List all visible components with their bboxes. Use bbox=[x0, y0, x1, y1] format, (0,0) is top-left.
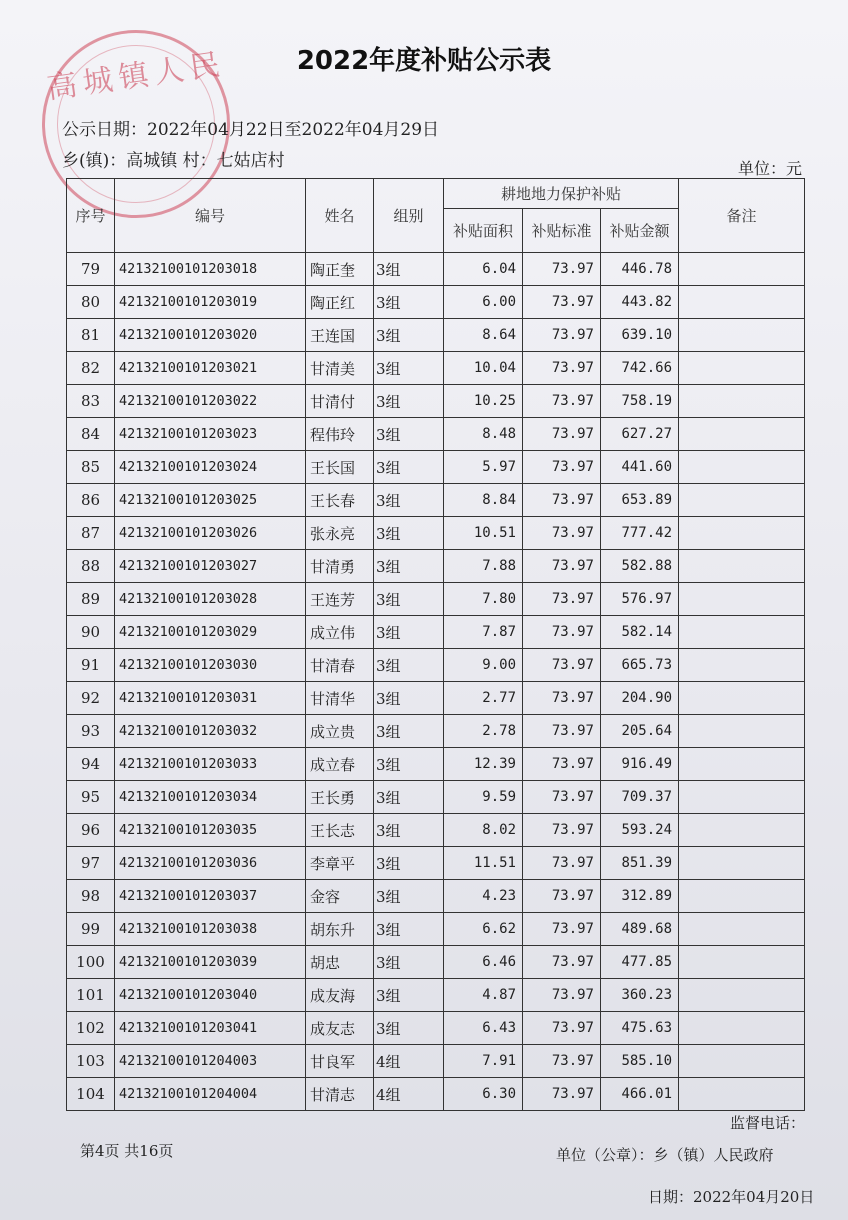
table-row bbox=[67, 781, 805, 814]
cell-name: 成立春 bbox=[306, 748, 374, 781]
cell-name: 王连国 bbox=[306, 319, 374, 352]
table-row bbox=[67, 913, 805, 946]
cell-seq: 86 bbox=[67, 484, 115, 517]
cell-group: 3组 bbox=[374, 517, 444, 550]
cell-note bbox=[679, 1012, 805, 1045]
cell-code: 42132100101203038 bbox=[115, 913, 306, 946]
cell-amount: 582.14 bbox=[601, 616, 679, 649]
cell-seq: 87 bbox=[67, 517, 115, 550]
cell-note bbox=[679, 616, 805, 649]
cell-group: 3组 bbox=[374, 682, 444, 715]
cell-note bbox=[679, 352, 805, 385]
cell-group: 3组 bbox=[374, 352, 444, 385]
table-row bbox=[67, 451, 805, 484]
cell-area: 10.25 bbox=[444, 385, 523, 418]
cell-amount: 777.42 bbox=[601, 517, 679, 550]
header-seq: 序号 bbox=[67, 179, 115, 253]
table-row bbox=[67, 649, 805, 682]
cell-name: 成友海 bbox=[306, 979, 374, 1012]
cell-group: 3组 bbox=[374, 880, 444, 913]
cell-note bbox=[679, 418, 805, 451]
cell-group: 3组 bbox=[374, 814, 444, 847]
table-row bbox=[67, 1078, 805, 1111]
cell-group: 3组 bbox=[374, 1012, 444, 1045]
cell-name: 王长勇 bbox=[306, 781, 374, 814]
table-row bbox=[67, 286, 805, 319]
cell-code: 42132100101204004 bbox=[115, 1078, 306, 1111]
header-subsidy-group: 耕地地力保护补贴 bbox=[444, 179, 679, 209]
cell-seq: 102 bbox=[67, 1012, 115, 1045]
cell-standard: 73.97 bbox=[523, 1078, 601, 1111]
table-row bbox=[67, 517, 805, 550]
cell-area: 9.00 bbox=[444, 649, 523, 682]
subsidy-table-wrapper bbox=[66, 178, 804, 1111]
cell-seq: 88 bbox=[67, 550, 115, 583]
cell-group: 3组 bbox=[374, 451, 444, 484]
cell-amount: 582.88 bbox=[601, 550, 679, 583]
table-row bbox=[67, 550, 805, 583]
cell-amount: 709.37 bbox=[601, 781, 679, 814]
cell-name: 成立贵 bbox=[306, 715, 374, 748]
cell-standard: 73.97 bbox=[523, 913, 601, 946]
table-row bbox=[67, 715, 805, 748]
cell-area: 2.77 bbox=[444, 682, 523, 715]
table-row bbox=[67, 880, 805, 913]
cell-amount: 312.89 bbox=[601, 880, 679, 913]
cell-seq: 82 bbox=[67, 352, 115, 385]
cell-note bbox=[679, 253, 805, 286]
cell-group: 3组 bbox=[374, 946, 444, 979]
cell-code: 42132100101203018 bbox=[115, 253, 306, 286]
cell-note bbox=[679, 517, 805, 550]
cell-seq: 89 bbox=[67, 583, 115, 616]
issuing-organization: 单位（公章）：乡（镇）人民政府 bbox=[556, 1146, 774, 1164]
cell-group: 3组 bbox=[374, 616, 444, 649]
supervision-phone: 监督电话： bbox=[730, 1114, 806, 1132]
cell-seq: 80 bbox=[67, 286, 115, 319]
cell-note bbox=[679, 814, 805, 847]
cell-area: 8.84 bbox=[444, 484, 523, 517]
cell-amount: 665.73 bbox=[601, 649, 679, 682]
cell-seq: 98 bbox=[67, 880, 115, 913]
cell-note bbox=[679, 451, 805, 484]
cell-amount: 446.78 bbox=[601, 253, 679, 286]
cell-amount: 585.10 bbox=[601, 1045, 679, 1078]
cell-seq: 100 bbox=[67, 946, 115, 979]
table-row bbox=[67, 946, 805, 979]
header-area: 补贴面积 bbox=[444, 209, 523, 253]
cell-group: 3组 bbox=[374, 781, 444, 814]
cell-note bbox=[679, 550, 805, 583]
table-row bbox=[67, 583, 805, 616]
cell-area: 7.91 bbox=[444, 1045, 523, 1078]
cell-code: 42132100101203037 bbox=[115, 880, 306, 913]
cell-area: 5.97 bbox=[444, 451, 523, 484]
cell-area: 6.43 bbox=[444, 1012, 523, 1045]
cell-standard: 73.97 bbox=[523, 319, 601, 352]
cell-standard: 73.97 bbox=[523, 814, 601, 847]
cell-name: 甘良军 bbox=[306, 1045, 374, 1078]
cell-name: 陶正奎 bbox=[306, 253, 374, 286]
cell-note bbox=[679, 583, 805, 616]
cell-note bbox=[679, 847, 805, 880]
cell-note bbox=[679, 385, 805, 418]
cell-amount: 360.23 bbox=[601, 979, 679, 1012]
cell-seq: 79 bbox=[67, 253, 115, 286]
cell-standard: 73.97 bbox=[523, 847, 601, 880]
table-row bbox=[67, 1012, 805, 1045]
subsidy-table bbox=[66, 178, 805, 1111]
cell-code: 42132100101203028 bbox=[115, 583, 306, 616]
cell-note bbox=[679, 781, 805, 814]
cell-area: 6.46 bbox=[444, 946, 523, 979]
cell-area: 2.78 bbox=[444, 715, 523, 748]
cell-amount: 576.97 bbox=[601, 583, 679, 616]
cell-seq: 96 bbox=[67, 814, 115, 847]
cell-seq: 103 bbox=[67, 1045, 115, 1078]
cell-name: 甘清志 bbox=[306, 1078, 374, 1111]
header-note: 备注 bbox=[679, 179, 805, 253]
cell-standard: 73.97 bbox=[523, 616, 601, 649]
cell-note bbox=[679, 715, 805, 748]
cell-name: 成立伟 bbox=[306, 616, 374, 649]
cell-note bbox=[679, 748, 805, 781]
cell-code: 42132100101203027 bbox=[115, 550, 306, 583]
table-row bbox=[67, 484, 805, 517]
cell-amount: 443.82 bbox=[601, 286, 679, 319]
cell-area: 8.48 bbox=[444, 418, 523, 451]
cell-area: 4.23 bbox=[444, 880, 523, 913]
cell-standard: 73.97 bbox=[523, 649, 601, 682]
cell-note bbox=[679, 286, 805, 319]
cell-standard: 73.97 bbox=[523, 715, 601, 748]
cell-code: 42132100101203041 bbox=[115, 1012, 306, 1045]
cell-group: 3组 bbox=[374, 385, 444, 418]
cell-standard: 73.97 bbox=[523, 748, 601, 781]
cell-code: 42132100101203033 bbox=[115, 748, 306, 781]
cell-name: 王长春 bbox=[306, 484, 374, 517]
cell-standard: 73.97 bbox=[523, 583, 601, 616]
cell-amount: 441.60 bbox=[601, 451, 679, 484]
cell-code: 42132100101203039 bbox=[115, 946, 306, 979]
cell-amount: 466.01 bbox=[601, 1078, 679, 1111]
cell-group: 4组 bbox=[374, 1078, 444, 1111]
cell-area: 10.04 bbox=[444, 352, 523, 385]
cell-standard: 73.97 bbox=[523, 682, 601, 715]
cell-seq: 101 bbox=[67, 979, 115, 1012]
cell-amount: 475.63 bbox=[601, 1012, 679, 1045]
cell-standard: 73.97 bbox=[523, 517, 601, 550]
cell-seq: 90 bbox=[67, 616, 115, 649]
publicity-period: 公示日期：2022年04月22日至2022年04月29日 bbox=[62, 120, 440, 140]
cell-code: 42132100101203030 bbox=[115, 649, 306, 682]
cell-seq: 92 bbox=[67, 682, 115, 715]
cell-code: 42132100101203022 bbox=[115, 385, 306, 418]
cell-name: 甘清华 bbox=[306, 682, 374, 715]
cell-code: 42132100101203035 bbox=[115, 814, 306, 847]
unit-label: 单位：元 bbox=[738, 159, 803, 178]
table-row bbox=[67, 418, 805, 451]
cell-standard: 73.97 bbox=[523, 352, 601, 385]
cell-group: 3组 bbox=[374, 583, 444, 616]
cell-amount: 742.66 bbox=[601, 352, 679, 385]
cell-group: 3组 bbox=[374, 286, 444, 319]
cell-area: 7.87 bbox=[444, 616, 523, 649]
cell-seq: 84 bbox=[67, 418, 115, 451]
cell-code: 42132100101203040 bbox=[115, 979, 306, 1012]
header-name: 姓名 bbox=[306, 179, 374, 253]
cell-code: 42132100101204003 bbox=[115, 1045, 306, 1078]
cell-area: 7.80 bbox=[444, 583, 523, 616]
cell-code: 42132100101203024 bbox=[115, 451, 306, 484]
cell-name: 金容 bbox=[306, 880, 374, 913]
cell-code: 42132100101203020 bbox=[115, 319, 306, 352]
cell-name: 王连芳 bbox=[306, 583, 374, 616]
cell-area: 9.59 bbox=[444, 781, 523, 814]
cell-area: 11.51 bbox=[444, 847, 523, 880]
cell-group: 3组 bbox=[374, 649, 444, 682]
cell-code: 42132100101203023 bbox=[115, 418, 306, 451]
cell-group: 3组 bbox=[374, 715, 444, 748]
page-info: 第4页 共16页 bbox=[80, 1142, 174, 1160]
cell-code: 42132100101203032 bbox=[115, 715, 306, 748]
cell-seq: 95 bbox=[67, 781, 115, 814]
cell-area: 12.39 bbox=[444, 748, 523, 781]
cell-code: 42132100101203026 bbox=[115, 517, 306, 550]
table-row bbox=[67, 616, 805, 649]
cell-note bbox=[679, 319, 805, 352]
cell-amount: 204.90 bbox=[601, 682, 679, 715]
cell-standard: 73.97 bbox=[523, 253, 601, 286]
cell-name: 甘清春 bbox=[306, 649, 374, 682]
cell-name: 王长志 bbox=[306, 814, 374, 847]
cell-group: 3组 bbox=[374, 319, 444, 352]
cell-amount: 653.89 bbox=[601, 484, 679, 517]
cell-amount: 489.68 bbox=[601, 913, 679, 946]
cell-amount: 593.24 bbox=[601, 814, 679, 847]
cell-amount: 205.64 bbox=[601, 715, 679, 748]
cell-note bbox=[679, 682, 805, 715]
cell-name: 甘清付 bbox=[306, 385, 374, 418]
cell-area: 8.64 bbox=[444, 319, 523, 352]
cell-seq: 99 bbox=[67, 913, 115, 946]
cell-note bbox=[679, 1078, 805, 1111]
table-row bbox=[67, 385, 805, 418]
location-line: 乡(镇)：高城镇 村：七姑店村 bbox=[62, 151, 285, 171]
header-code: 编号 bbox=[115, 179, 306, 253]
cell-name: 王长国 bbox=[306, 451, 374, 484]
cell-standard: 73.97 bbox=[523, 385, 601, 418]
cell-standard: 73.97 bbox=[523, 1012, 601, 1045]
table-row bbox=[67, 748, 805, 781]
header-group: 组别 bbox=[374, 179, 444, 253]
cell-standard: 73.97 bbox=[523, 484, 601, 517]
cell-note bbox=[679, 880, 805, 913]
table-row bbox=[67, 1045, 805, 1078]
cell-amount: 758.19 bbox=[601, 385, 679, 418]
cell-amount: 477.85 bbox=[601, 946, 679, 979]
cell-note bbox=[679, 649, 805, 682]
issue-date: 日期：2022年04月20日 bbox=[648, 1188, 815, 1206]
table-row bbox=[67, 979, 805, 1012]
cell-name: 程伟玲 bbox=[306, 418, 374, 451]
cell-standard: 73.97 bbox=[523, 286, 601, 319]
cell-seq: 97 bbox=[67, 847, 115, 880]
cell-note bbox=[679, 979, 805, 1012]
cell-name: 李章平 bbox=[306, 847, 374, 880]
cell-seq: 91 bbox=[67, 649, 115, 682]
cell-code: 42132100101203036 bbox=[115, 847, 306, 880]
cell-name: 甘清美 bbox=[306, 352, 374, 385]
cell-standard: 73.97 bbox=[523, 1045, 601, 1078]
document-title: 2022年度补贴公示表 bbox=[296, 46, 552, 76]
cell-area: 4.87 bbox=[444, 979, 523, 1012]
cell-seq: 85 bbox=[67, 451, 115, 484]
cell-group: 3组 bbox=[374, 913, 444, 946]
table-row bbox=[67, 352, 805, 385]
cell-group: 3组 bbox=[374, 847, 444, 880]
cell-standard: 73.97 bbox=[523, 781, 601, 814]
cell-note bbox=[679, 946, 805, 979]
cell-area: 6.62 bbox=[444, 913, 523, 946]
cell-note bbox=[679, 484, 805, 517]
cell-area: 6.04 bbox=[444, 253, 523, 286]
cell-standard: 73.97 bbox=[523, 550, 601, 583]
table-row bbox=[67, 682, 805, 715]
cell-amount: 627.27 bbox=[601, 418, 679, 451]
table-row bbox=[67, 847, 805, 880]
cell-group: 4组 bbox=[374, 1045, 444, 1078]
table-row bbox=[67, 253, 805, 286]
header-standard: 补贴标准 bbox=[523, 209, 601, 253]
cell-area: 6.00 bbox=[444, 286, 523, 319]
cell-seq: 104 bbox=[67, 1078, 115, 1111]
cell-name: 胡东升 bbox=[306, 913, 374, 946]
cell-group: 3组 bbox=[374, 550, 444, 583]
table-body bbox=[67, 253, 805, 1111]
cell-name: 陶正红 bbox=[306, 286, 374, 319]
cell-code: 42132100101203019 bbox=[115, 286, 306, 319]
cell-name: 成友志 bbox=[306, 1012, 374, 1045]
cell-note bbox=[679, 1045, 805, 1078]
cell-standard: 73.97 bbox=[523, 880, 601, 913]
cell-area: 10.51 bbox=[444, 517, 523, 550]
cell-group: 3组 bbox=[374, 418, 444, 451]
cell-note bbox=[679, 913, 805, 946]
cell-name: 张永亮 bbox=[306, 517, 374, 550]
cell-amount: 916.49 bbox=[601, 748, 679, 781]
cell-seq: 81 bbox=[67, 319, 115, 352]
cell-code: 42132100101203029 bbox=[115, 616, 306, 649]
cell-code: 42132100101203034 bbox=[115, 781, 306, 814]
header-amount: 补贴金额 bbox=[601, 209, 679, 253]
table-row bbox=[67, 319, 805, 352]
cell-code: 42132100101203031 bbox=[115, 682, 306, 715]
cell-standard: 73.97 bbox=[523, 451, 601, 484]
cell-code: 42132100101203021 bbox=[115, 352, 306, 385]
cell-area: 8.02 bbox=[444, 814, 523, 847]
cell-name: 甘清勇 bbox=[306, 550, 374, 583]
cell-standard: 73.97 bbox=[523, 979, 601, 1012]
cell-standard: 73.97 bbox=[523, 946, 601, 979]
cell-seq: 93 bbox=[67, 715, 115, 748]
cell-standard: 73.97 bbox=[523, 418, 601, 451]
cell-area: 7.88 bbox=[444, 550, 523, 583]
cell-group: 3组 bbox=[374, 748, 444, 781]
cell-amount: 851.39 bbox=[601, 847, 679, 880]
cell-group: 3组 bbox=[374, 484, 444, 517]
cell-group: 3组 bbox=[374, 253, 444, 286]
cell-seq: 83 bbox=[67, 385, 115, 418]
cell-name: 胡忠 bbox=[306, 946, 374, 979]
cell-amount: 639.10 bbox=[601, 319, 679, 352]
cell-seq: 94 bbox=[67, 748, 115, 781]
cell-code: 42132100101203025 bbox=[115, 484, 306, 517]
seal-text: 高城镇人民 bbox=[44, 46, 229, 107]
cell-area: 6.30 bbox=[444, 1078, 523, 1111]
cell-group: 3组 bbox=[374, 979, 444, 1012]
table-row bbox=[67, 814, 805, 847]
